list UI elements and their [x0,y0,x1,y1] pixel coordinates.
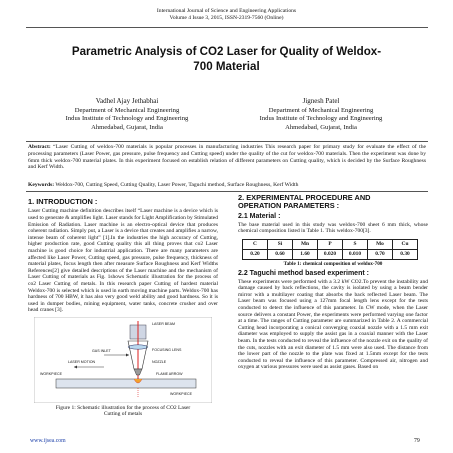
figure-1-caption [28,405,218,418]
label-workpiece-left: WORKPIECE [40,371,62,376]
table-header-cell: P [318,240,343,250]
table-row [243,250,418,260]
author-dept: Department of Mechanical Engineering [268,106,374,114]
experiment-heading [238,194,428,211]
keywords [28,182,426,189]
author-name: Jignesh Patel [302,97,340,105]
journal-name: International Journal of Science and Engineering Applications [156,8,297,14]
table-header-cell: C [243,240,268,250]
author-inst: Indus Institute of Technology and Engineering [65,115,189,123]
table-cell: 0.20 [243,250,268,260]
label-laser-motion: LASER MOTION [68,359,96,364]
table-header-cell: Cu [393,240,418,250]
label-laser-beam: LASER BEAM [152,321,175,326]
table-header-cell: Si [268,240,293,250]
table-header-cell: S [343,240,368,250]
figure-1-schematic [34,317,212,403]
right-column [238,192,428,371]
experiment-heading-line-2: OPERATION PARAMETERS : [238,201,340,211]
table-cell: 0.020 [318,250,343,260]
table-header-cell: Mn [293,240,318,250]
author-block-2 [226,97,416,132]
title-line-2: 700 Material [193,60,260,73]
composition-table [242,239,418,260]
table-caption: Table 1: chemical composition of weldox-700 [283,261,383,267]
abstract-rule-top [26,141,428,142]
table-cell: 0.30 [393,250,418,260]
intro-text: Laser Cutting machine definition describes itself “Laser machine is a device which is used to generate & amplifies light. Laser stands for Light Amplification by Stimulated Emission of Radiation. Laser machine is an electro-optical device that produces coherent radiation. Simply put, a Laser is a device that creates and amplifies a narrow, intense beam of coherent light” [1].In the industries the high accuracy of Cutting, higher production rate, good Cutting quality this all thing proves that co2 Laser machine is good choice for industrial application. There are many parameters are affected like Laser Power, Cutting speed, gas pressure, pulse frequency, thickness of material plates, focus length then after measure Surface Roughness and Kerf Widths References[2] give detailed descriptions of the Laser machine and the mechanism of Laser Cutting of materials as Fig. 1shows Schematic illustration for the process of co2 Laser Cutting of metals. In this research paper Cutting of hardest material Weldox-700 is selected which is used in earth moving machine parts. Weldox-700 has hardness of 700 HBW, it has also very good weld ability and good hardness. So it is used in dumper bodies, mining equipment, water tanks, concrete crusher and over head cranes [3]. [28,208,218,314]
table-cell: 1.60 [293,250,318,260]
caption-line-2: Cutting of metals [103,411,143,418]
keywords-text: Weldox-700, Cutting Speed, Cutting Quality, Laser Power, Taguchi method, Surface Roughness, Kerf Width [54,182,299,188]
material-heading: 2.1 Material : [238,212,281,220]
title-line-1: Parametric Analysis of CO2 Laser for Quality of Weldox- [71,45,382,58]
header-rule [26,27,428,28]
keywords-label: Keywords: [28,182,55,188]
journal-header [0,8,453,21]
table-cell: 0.70 [368,250,393,260]
page-number: 79 [414,438,420,444]
label-workpiece-right: WORKPIECE [170,391,192,396]
author-dept: Department of Mechanical Engineering [74,106,180,114]
taguchi-text: These experiments were performed with a 3.2 kW CO2.To prevent the instability and damage caused by back reflections, the cavity is isolated by using a beam bender mirror with a multilayer coating that absorbs the back reflected Laser beam. The Laser beam was focused using a 127mm focal length lens except for the tests conducted to detect the influence of this parameter. In CW mode, when the Laser source delivers a constant Power, the experiments were performed varying one factor at a time. The ranges of Cutting parameter are summarized in Table 2. A commercial Cutting head incorporating a conical converging coaxial nozzle with a 1.5 mm exit diameter was employed to supply the assist gas in a coaxial manner with the Laser beam. In the tests conducted to reveal the influence of the nozzle exit on the quality of the cuts, nozzles with an exit diameter of 1.5 mm were also used. The distance from the lower part of the nozzle to the plate was fixed at 1.5mm except for the tests conducted to reveal the influence of this parameter. Compressed air, nitrogen and oxygen at various pressures were used as assist gases. Based on [238,278,428,371]
abstract-text: “Laser Cutting of weldox-700 materials is popular processes in manufacturing industries This research paper for primary study for evaluate the effect of the processing parameters (Laser Power, gas pressure, pulse frequency and Cutting speed) under the quality of the cut for weldox-700 materials. Then the experiment was done by 6mm thick weldox-700 material plates. In this experiment focused on establish relation of different parameters on Cutting quality, which is decided by the Surface Roughness and Kerf Width. [28,144,426,171]
label-gas-inlet: GAS INLET [92,348,111,353]
laser-schematic-diagram [34,317,212,403]
footer-url[interactable]: www.ijsea.com [30,438,66,444]
caption-line-1: Figure 1: Schematic illustration for the process of CO2 Laser [55,404,191,411]
intro-heading: 1. INTRODUCTION : [28,197,98,206]
table-header-row [243,240,418,250]
table-cell: 0.010 [343,250,368,260]
label-focusing-lens: FOCUSING LENS [152,347,182,352]
label-flame: FLAME ARROW [156,371,183,376]
author-inst: Indus Institute of Technology and Engineering [259,115,383,123]
paper-title [40,44,413,74]
table-header-cell: Mo [368,240,393,250]
table-cell: 0.60 [268,250,293,260]
abstract-label: Abstract: [28,144,51,150]
author-name: Vadhel Ajay Jethabhai [95,97,159,105]
abstract [28,144,426,171]
journal-volume: Volume 4 Issue 3, 2015, ISSN-2319-7560 (Online) [169,14,284,21]
author-block-1 [32,97,222,132]
taguchi-heading: 2.2 Taguchi method based experiment : [238,269,369,277]
left-column [28,196,218,418]
author-loc: Ahmedabad, Gujarat, India [285,123,357,131]
author-loc: Ahmedabad, Gujarat, India [91,123,163,131]
material-text: The base material used in this study was weldox-700 sheet 6 mm thick, whose chemical composition listed in Table 1. This weldox-700[3]. [238,221,428,235]
label-nozzle: NOZZLE [152,359,167,364]
experiment-heading-line-1: 2. EXPERIMENTAL PROCEDURE AND [238,193,371,202]
